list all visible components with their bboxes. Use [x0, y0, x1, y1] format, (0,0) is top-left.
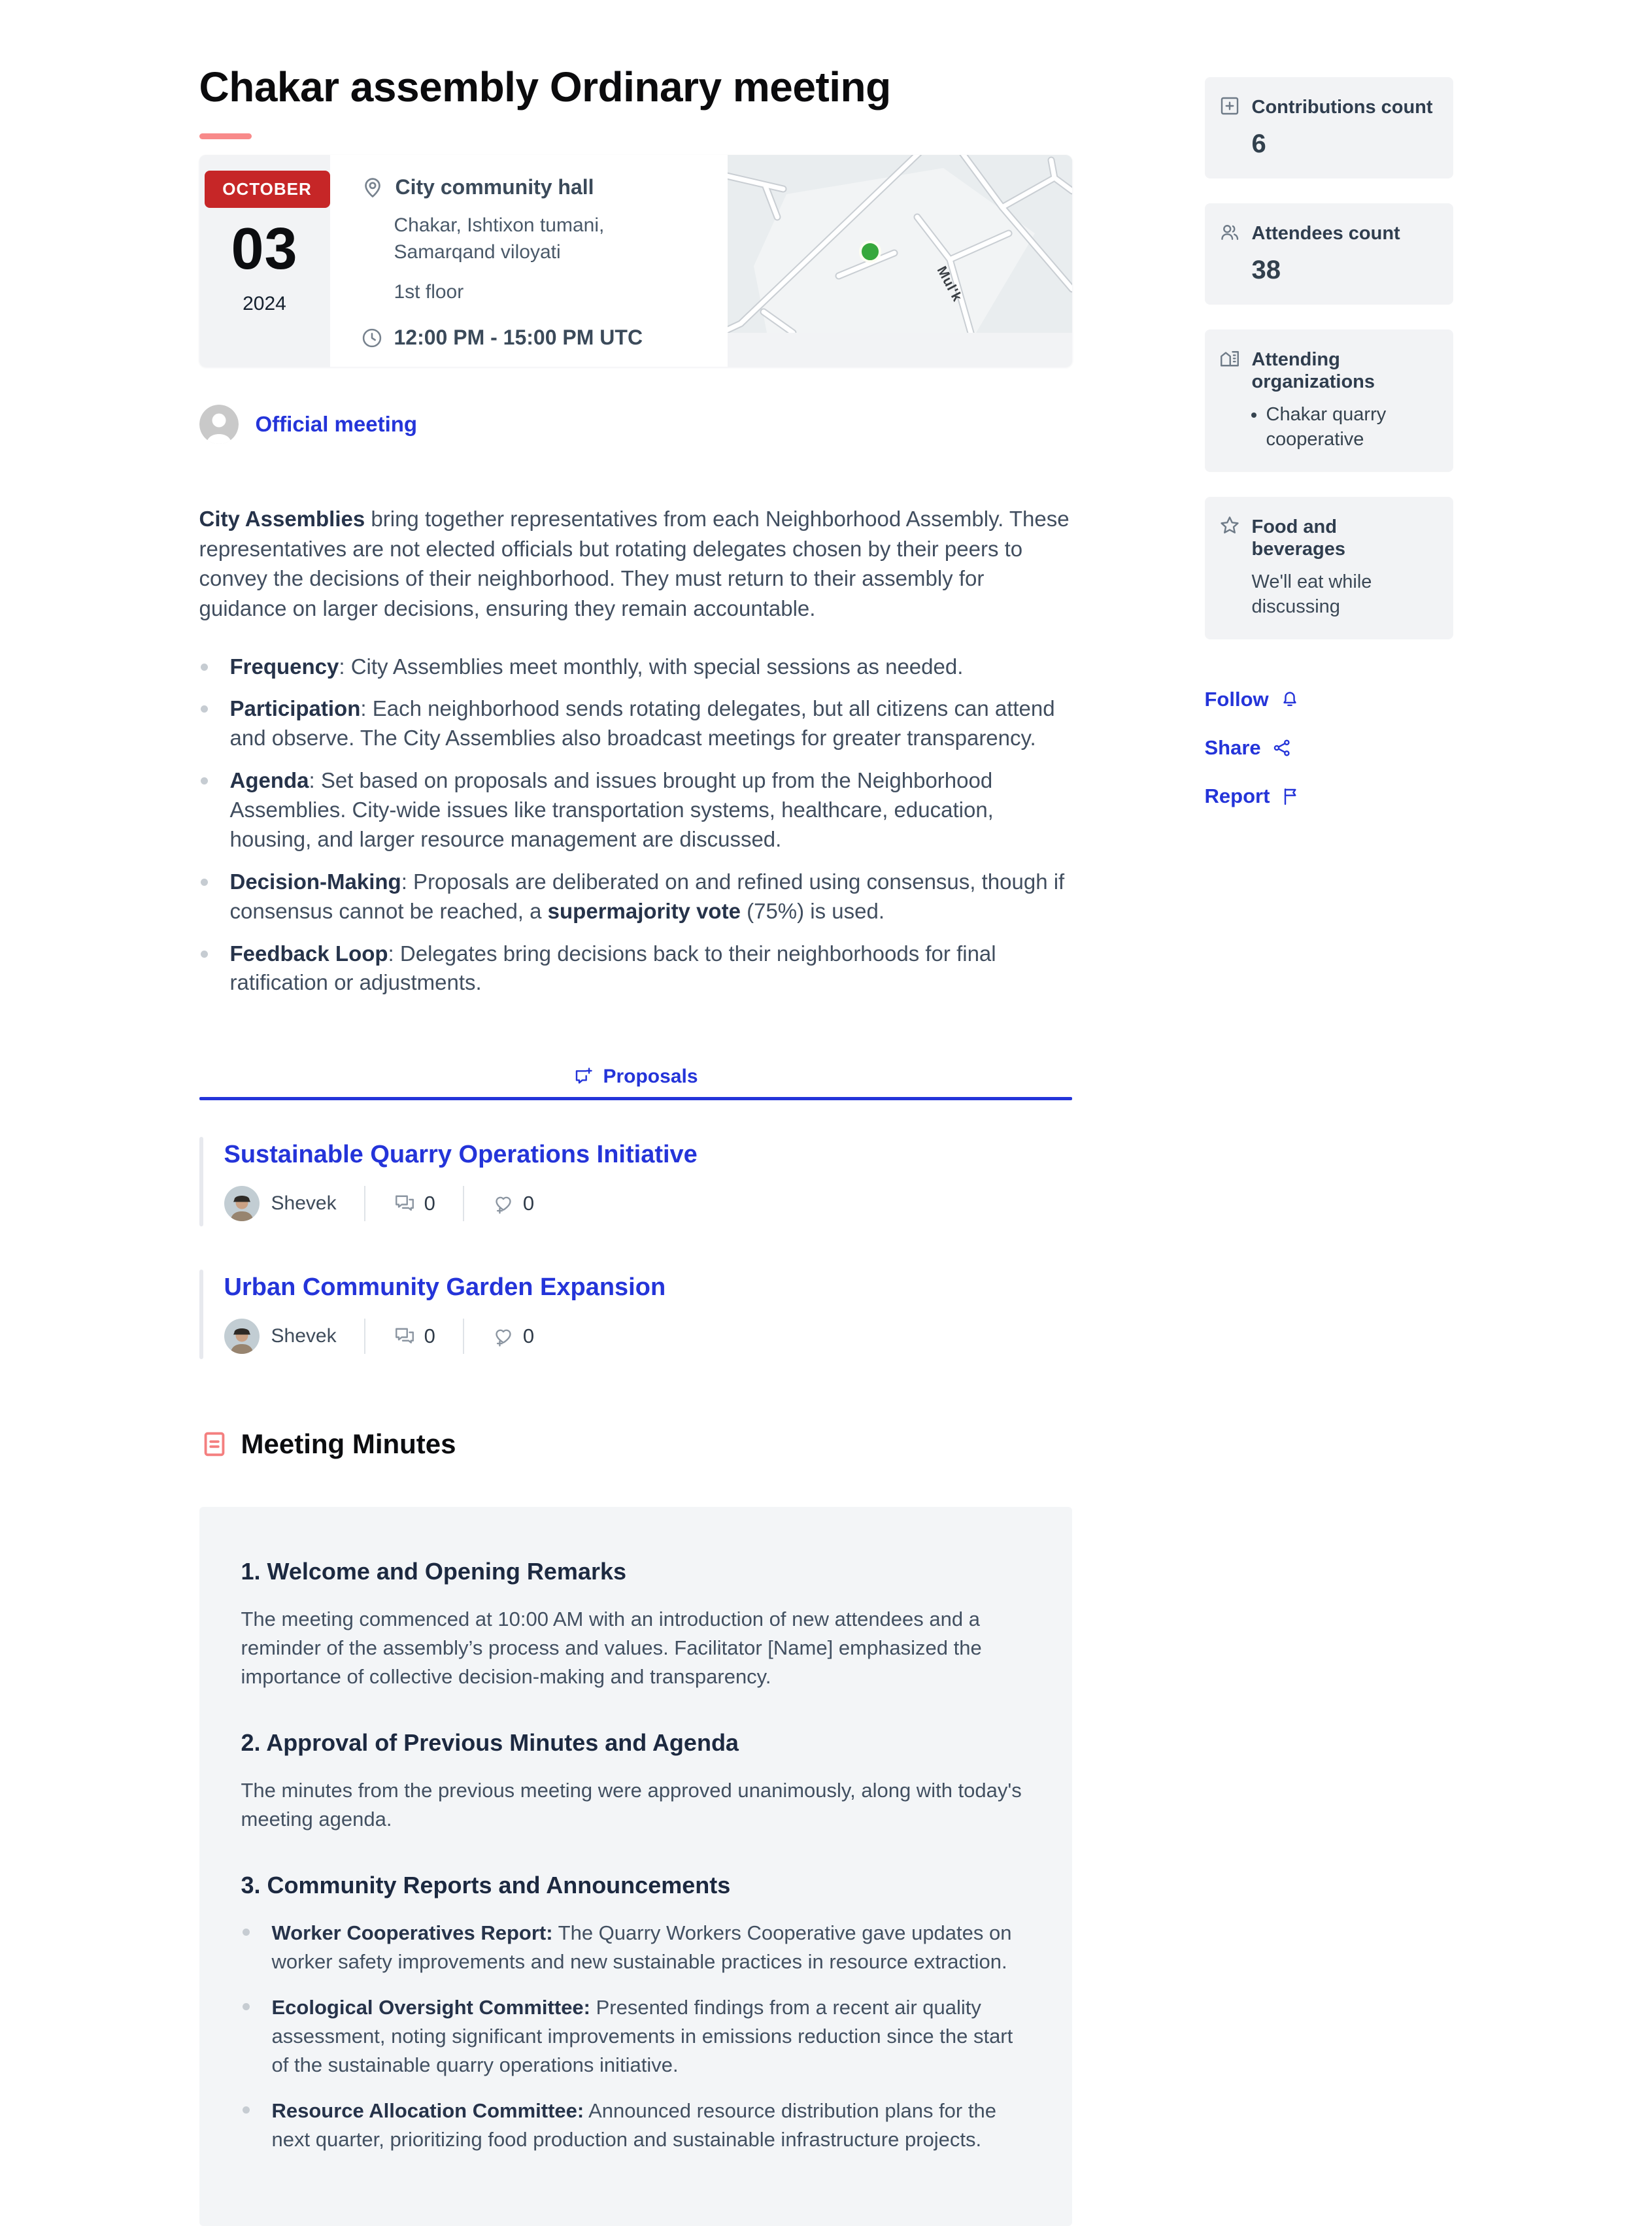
- bullet-icon: [201, 705, 208, 713]
- minutes-document-icon: [199, 1429, 229, 1459]
- follow-button[interactable]: Follow: [1205, 688, 1453, 711]
- comments-stat: 0: [393, 1324, 435, 1348]
- list-item: Feedback Loop: Delegates bring decisions back to their neighborhoods for final ratification or adjustments.: [199, 939, 1072, 998]
- minutes-section-heading: 1. Welcome and Opening Remarks: [241, 1558, 627, 1585]
- page-title: Chakar assembly Ordinary meeting: [199, 63, 891, 110]
- list-item: Ecological Oversight Committee: Presented findings from a recent air quality assessment, noting significant improvements in emissions reduction since the start of the sustainable quarry operations initiative.: [241, 1993, 1030, 2080]
- bell-icon: [1279, 689, 1300, 710]
- endorsements-stat: 0: [492, 1192, 534, 1215]
- minutes-paragraph: The meeting commenced at 10:00 AM with an introduction of new attendees and a reminder of the assembly’s process and values. Facilitator [Name] emphasized the importance of collective decision-making and transparency.: [241, 1608, 982, 1689]
- comments-icon: [393, 1192, 416, 1215]
- author-avatar: [224, 1319, 260, 1354]
- meeting-date: [199, 155, 330, 367]
- bullet-icon: [201, 664, 208, 671]
- location-floor: 1st floor: [394, 281, 464, 303]
- bullet-icon: [243, 1929, 250, 1936]
- title-underline-decoration: [199, 133, 252, 139]
- food-and-beverages-card: [1205, 497, 1453, 639]
- report-button[interactable]: Report: [1205, 784, 1453, 808]
- bullet-icon: [201, 879, 208, 886]
- share-icon: [1272, 737, 1292, 758]
- card-label: Attending organizations: [1251, 348, 1375, 393]
- proposals-section-link[interactable]: Proposals: [199, 1066, 1072, 1088]
- author-avatar: [224, 1186, 260, 1221]
- meeting-sidebar: [1205, 0, 1453, 2226]
- contributions-count-card: [1205, 77, 1453, 178]
- endorsement-icon: [492, 1192, 515, 1215]
- divider: [364, 1319, 365, 1354]
- divider: [463, 1319, 464, 1354]
- location-address: Chakar, Ishtixon tumani, Samarqand viloyati: [394, 214, 605, 263]
- contributions-icon: [1218, 94, 1241, 118]
- minutes-paragraph: The minutes from the previous meeting were approved unanimously, along with today's meeting agenda.: [241, 1779, 1022, 1831]
- clock-icon: [360, 326, 384, 350]
- map-street-label: Mul'k: [934, 263, 965, 305]
- proposal-card: [199, 1273, 1072, 1354]
- card-label: Food and beverages: [1251, 516, 1345, 560]
- bullet-icon: [243, 2106, 250, 2114]
- bullet-icon: [201, 777, 208, 784]
- bullet-icon: [201, 951, 208, 958]
- meeting-description: City Assemblies bring together representatives from each Neighborhood Assembly. These representatives are not elected officials but rotating delegates chosen by their peers to convey the decisions of their neighborhood. They must return to their assembly for guidance on larger decisions, ensuring they remain accountable.: [199, 507, 1070, 620]
- date-year: 2024: [243, 293, 286, 315]
- proposal-title-link[interactable]: Urban Community Garden Expansion: [224, 1273, 666, 1302]
- bullet-icon: [243, 2003, 250, 2010]
- star-icon: [1218, 514, 1241, 537]
- official-meeting-badge: Official meeting: [255, 412, 418, 437]
- location-map[interactable]: [728, 155, 1072, 367]
- organizations-list: [1266, 403, 1435, 452]
- proposals-divider-line: [199, 1097, 1072, 1100]
- date-month-badge: OCTOBER: [205, 171, 330, 208]
- proposal-icon: [573, 1066, 594, 1087]
- proposal-card: [199, 1141, 1072, 1221]
- minutes-section-heading: 3. Community Reports and Announcements: [241, 1872, 731, 1899]
- list-item: Frequency: City Assemblies meet monthly, with special sessions as needed.: [199, 652, 1072, 682]
- list-item: Resource Allocation Committee: Announced resource distribution plans for the next quarter, prioritizing food production and sustainable infrastructure projects.: [241, 2097, 1030, 2154]
- organizations-icon: [1218, 346, 1241, 370]
- minutes-content: [199, 1507, 1072, 2226]
- attendees-icon: [1218, 220, 1241, 244]
- official-meeting-row: [199, 405, 1072, 444]
- description-bold-lead: City Assemblies: [199, 507, 365, 531]
- date-day: 03: [231, 216, 298, 282]
- proposal-title-link[interactable]: Sustainable Quarry Operations Initiative: [224, 1141, 698, 1169]
- sidebar-actions: [1205, 688, 1453, 808]
- minutes-bullet-list: [241, 1919, 1030, 2154]
- endorsement-icon: [492, 1324, 515, 1348]
- meeting-location: [330, 155, 728, 367]
- attendees-value: 38: [1251, 255, 1281, 284]
- organization-item: • Chakar quarry cooperative: [1266, 403, 1435, 452]
- list-item: Participation: Each neighborhood sends rotating delegates, but all citizens can attend and observe. The City Assemblies also broadcast meetings for greater transparency.: [199, 694, 1072, 753]
- author-name[interactable]: Shevek: [271, 1192, 337, 1215]
- location-name: City community hall: [395, 175, 594, 199]
- meeting-time: 12:00 PM - 15:00 PM UTC: [394, 326, 643, 350]
- list-item: Worker Cooperatives Report: The Quarry Workers Cooperative gave updates on worker safety improvements and new sustainable practices in resource extraction.: [241, 1919, 1030, 1976]
- description-list: [199, 652, 1072, 998]
- card-label: Attendees count: [1251, 222, 1400, 244]
- meeting-details-card: [199, 155, 1072, 367]
- divider: [364, 1186, 365, 1221]
- comments-icon: [393, 1324, 416, 1348]
- comments-stat: 0: [393, 1192, 435, 1215]
- default-avatar: [199, 405, 239, 444]
- list-item: Agenda: Set based on proposals and issues brought up from the Neighborhood Assemblies. City-wide issues like transportation systems, healthcare, education, housing, and larger resource management are discussed.: [199, 766, 1072, 854]
- share-button[interactable]: Share: [1205, 736, 1453, 760]
- divider: [463, 1186, 464, 1221]
- contributions-value: 6: [1251, 129, 1266, 158]
- food-description: We'll eat while discussing: [1251, 571, 1372, 617]
- map-pin-icon: [360, 175, 385, 199]
- map-marker: [860, 242, 880, 261]
- list-item: Decision-Making: Proposals are deliberated on and refined using consensus, though if consensus cannot be reached, a supermajority vote (75%) is used.: [199, 868, 1072, 926]
- card-label: Contributions count: [1251, 97, 1433, 118]
- endorsements-stat: 0: [492, 1324, 534, 1348]
- author-name[interactable]: Shevek: [271, 1325, 337, 1347]
- attending-organizations-card: [1205, 329, 1453, 472]
- minutes-heading: Meeting Minutes: [199, 1428, 1072, 1460]
- flag-icon: [1280, 786, 1301, 807]
- minutes-section-heading: 2. Approval of Previous Minutes and Agenda: [241, 1729, 739, 1757]
- attendees-count-card: [1205, 203, 1453, 305]
- proposals-section: [199, 1066, 1072, 1100]
